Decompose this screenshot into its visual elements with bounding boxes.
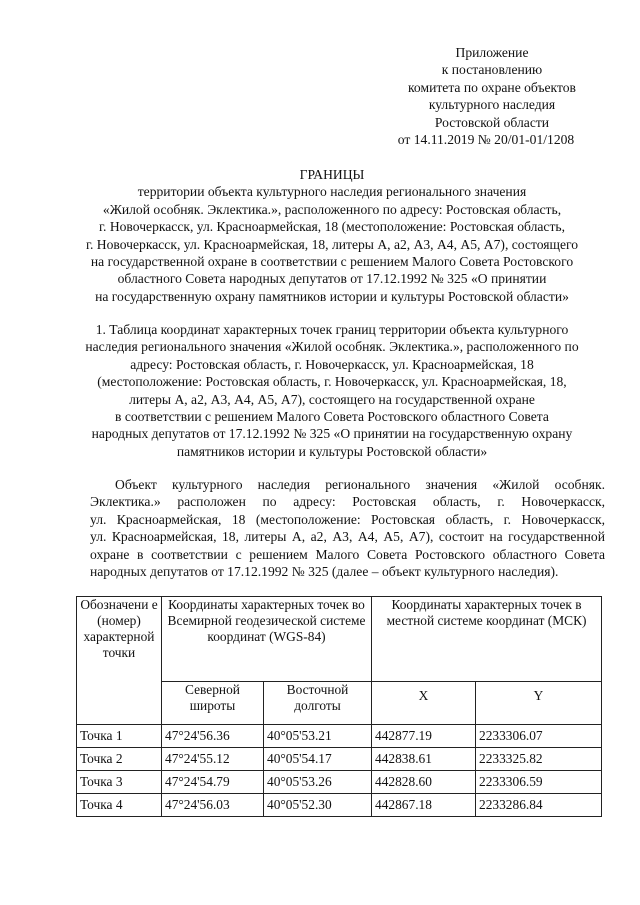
section-line: в соответствии с решением Малого Совета Ростовского областного Совета (115, 409, 549, 425)
coordinates-table (76, 596, 602, 817)
north-latitude: 47°24'56.03 (162, 794, 264, 817)
appendix-block (380, 44, 604, 148)
north-latitude: 47°24'55.12 (162, 748, 264, 771)
header-north-latitude: Северной широты (162, 682, 264, 725)
title-line: г. Новочеркасск, ул. Красноармейская, 18, литеры А, а2, А3, А4, А5, А7), состоящего (85, 236, 579, 252)
appendix-line: к постановлению (441, 62, 543, 78)
appendix-line: Ростовской области (434, 114, 550, 130)
title-line: г. Новочеркасск, ул. Красноармейская, 18 (местоположение: Ростовская область, (98, 219, 565, 235)
title-heading: ГРАНИЦЫ (299, 167, 365, 182)
title-line: территории объекта культурного наследия регионального значения (137, 184, 527, 200)
msk-y: 2233306.59 (476, 771, 602, 794)
table-row (77, 794, 602, 817)
document-title (58, 166, 606, 305)
east-longitude: 40°05'54.17 (264, 748, 372, 771)
point-name: Точка 1 (77, 725, 162, 748)
body-paragraph (90, 476, 605, 580)
appendix-date: от 14.11.2019 № 20/01-01/1208 (397, 132, 575, 148)
title-line: «Жилой особняк. Эклектика.», расположенного по адресу: Ростовская область, (102, 201, 562, 217)
appendix-line: Приложение (455, 45, 529, 60)
header-y: Y (476, 682, 602, 725)
section-line: памятников истории и культуры Ростовской области» (176, 443, 488, 459)
title-line: на государственную охрану памятников истории и культуры Ростовской области» (95, 288, 569, 304)
table-header-row (77, 597, 602, 682)
paragraph-line: Эклектика.» расположен по адресу: Ростовская область, г. Новочеркасск, (90, 494, 605, 510)
north-latitude: 47°24'54.79 (162, 771, 264, 794)
east-longitude: 40°05'53.21 (264, 725, 372, 748)
title-line: на государственной охране в соответствии с решением Малого Совета Ростовского (90, 254, 574, 270)
msk-y: 2233325.82 (476, 748, 602, 771)
table-row (77, 725, 602, 748)
header-east-longitude: Восточной долготы (264, 682, 372, 725)
paragraph-line: ул. Красноармейская, 18 (местоположение: Ростовская область, г. Новочеркасск, (90, 511, 605, 527)
section-line: (местоположение: Ростовская область, г. Новочеркасск, ул. Красноармейская, 18, (97, 374, 567, 390)
paragraph-line: охране в соответствии с решением Малого Совета Ростовского областного Совета (90, 546, 605, 562)
msk-x: 442877.19 (372, 725, 476, 748)
msk-y: 2233306.07 (476, 725, 602, 748)
east-longitude: 40°05'52.30 (264, 794, 372, 817)
title-line: областного Совета народных депутатов от 17.12.1992 № 325 «О принятии (117, 271, 547, 287)
header-wgs84: Координаты характерных точек во Всемирной геодезической системе координат (WGS-84) (162, 597, 372, 682)
msk-x: 442867.18 (372, 794, 476, 817)
section-line: адресу: Ростовская область, г. Новочеркасск, ул. Красноармейская, 18 (130, 356, 534, 372)
paragraph-line: народных депутатов от 17.12.1992 № 325 (далее – объект культурного наследия). (90, 564, 559, 580)
msk-y: 2233286.84 (476, 794, 602, 817)
msk-x: 442828.60 (372, 771, 476, 794)
section-line: наследия регионального значения «Жилой особняк. Эклектика.», расположенного по (85, 339, 579, 355)
section-heading (58, 321, 606, 460)
appendix-line: комитета по охране объектов (408, 79, 576, 95)
section-line: 1. Таблица координат характерных точек границ территории объекта культурного (95, 322, 569, 337)
msk-x: 442838.61 (372, 748, 476, 771)
appendix-line: культурного наследия (428, 97, 556, 113)
north-latitude: 47°24'56.36 (162, 725, 264, 748)
section-line: народных депутатов от 17.12.1992 № 325 «О принятии на государственную охрану (91, 426, 573, 442)
header-point-designation: Обозначени е (номер) характерной точки (77, 597, 162, 725)
east-longitude: 40°05'53.26 (264, 771, 372, 794)
paragraph-line: Объект культурного наследия регионального значения «Жилой особняк. (115, 477, 605, 492)
point-name: Точка 4 (77, 794, 162, 817)
point-name: Точка 2 (77, 748, 162, 771)
section-line: литеры А, а2, А3, А4, А5, А7), состоящего на государственной охране (129, 391, 535, 407)
table-row (77, 748, 602, 771)
point-name: Точка 3 (77, 771, 162, 794)
header-msk: Координаты характерных точек в местной системе координат (МСК) (372, 597, 602, 682)
table-row (77, 771, 602, 794)
header-x: X (372, 682, 476, 725)
paragraph-line: ул. Красноармейская, 18, литеры А, а2, А3, А4, А5, А7), состоит на государственной (90, 529, 605, 545)
